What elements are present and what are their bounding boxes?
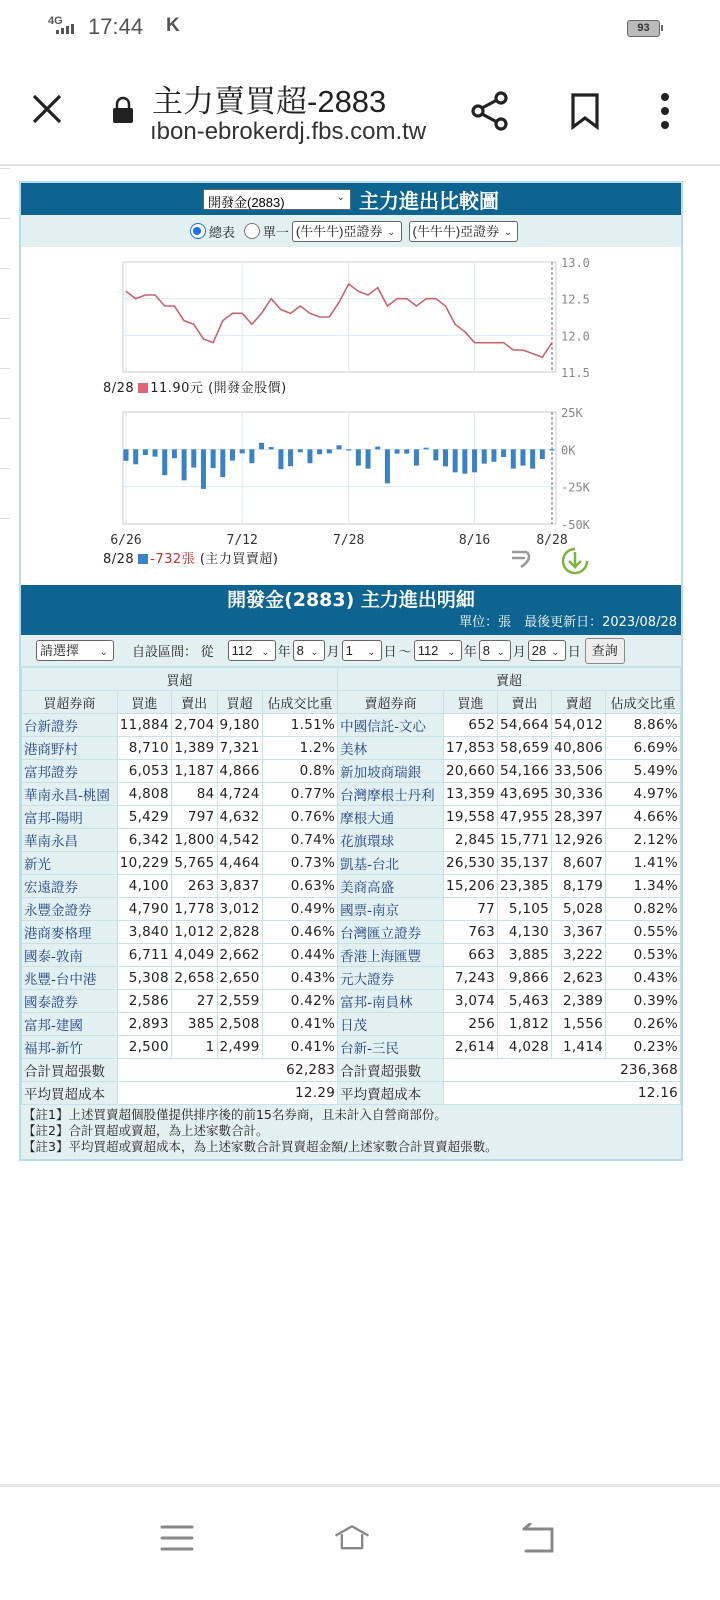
lock-icon[interactable] [112,96,134,124]
price-legend-value: 11.90元 [150,381,204,396]
table-row [22,829,681,852]
from-year-value: 112 [231,643,253,658]
compare-title: 主力進出比較圖 [359,188,499,213]
buy-cell: 1,389 [171,737,217,760]
sell-broker-link[interactable]: 摩根大通 [338,806,444,829]
buy-broker-link[interactable]: 富邦證券 [22,760,118,783]
from-year-select[interactable] [228,640,276,661]
buy-cell: 4,632 [217,806,262,829]
sell-cell: 4,028 [498,1036,552,1059]
sell-broker-link[interactable]: 台新-三民 [338,1036,444,1059]
url-text[interactable]: ıbon-ebrokerdj.fbs.com.tw [150,118,427,145]
sell-cell: 3,885 [498,944,552,967]
buy-cell: 1,012 [171,921,217,944]
page-title: 主力賣買超-2883 [152,84,387,119]
sell-cell: 3,222 [552,944,606,967]
buy-cell: 5,765 [171,852,217,875]
buy-col-header: 佔成交比重 [262,691,337,714]
sell-cell: 1,812 [498,1013,552,1036]
x-tick: 8/28 [536,533,568,548]
recent-apps-icon[interactable] [159,1523,195,1553]
table-row [22,921,681,944]
note-3: 【註3】平均買超或賣超成本，為上述家數合計買賣超金額/上述家數合計買賣超張數。 [23,1139,498,1154]
sell-cell: 0.23% [606,1036,681,1059]
sell-cell: 7,243 [443,967,497,990]
notification-k-icon: K [166,15,180,36]
buy-cell: 2,586 [117,990,171,1013]
price-y-tick: 12.5 [561,292,590,307]
buy-cell: 0.43% [262,967,337,990]
sell-cell: 6.69% [606,737,681,760]
sell-cell: 0.53% [606,944,681,967]
buy-col-header: 買進 [117,691,171,714]
sell-cell: 35,137 [498,852,552,875]
sell-cell: 0.43% [606,967,681,990]
network-type: 4G [48,15,63,27]
buy-cell: 0.77% [262,783,337,806]
sell-cell: 0.55% [606,921,681,944]
day-unit: 日 [567,644,581,659]
buy-broker-link[interactable]: 福邦-新竹 [22,1036,118,1059]
sell-broker-link[interactable]: 元大證券 [338,967,444,990]
broker-select-2[interactable] [409,221,519,242]
unit-updated: 單位：張 最後更新日：2023/08/28 [459,615,677,630]
x-tick: 7/28 [333,533,365,548]
note-2: 【註2】合計買超或賣超，為上述家數合計。 [23,1123,269,1138]
sell-cell: 3,074 [443,990,497,1013]
sell-cell: 4.97% [606,783,681,806]
sell-cell: 3,367 [552,921,606,944]
buy-cell: 1.2% [262,737,337,760]
x-tick: 8/16 [458,533,491,548]
buy-cell: 6,711 [117,944,171,967]
buy-broker-link[interactable]: 華南永昌 [22,829,118,852]
buy-cell: 0.8% [262,760,337,783]
sell-cell: 33,506 [552,760,606,783]
detail-title: 開發金(2883) 主力進出明細 [227,589,475,611]
table-row [22,990,681,1013]
buy-cell: 3,837 [217,875,262,898]
sell-cell: 5.49% [606,760,681,783]
buy-cell: 2,662 [217,944,262,967]
table-row [22,1013,681,1036]
month-unit: 月 [512,644,526,659]
chevron-down-icon: ⌄ [496,647,505,658]
sell-broker-link[interactable]: 花旗環球 [338,829,444,852]
buy-cell: 1 [171,1036,217,1059]
sell-cell: 28,397 [552,806,606,829]
back-icon[interactable] [520,1523,556,1553]
buy-cell: 1.51% [262,714,337,737]
sell-cell: 1.34% [606,875,681,898]
buy-cell: 4,542 [217,829,262,852]
sell-cell: 54,664 [498,714,552,737]
broker-select-2-value: (牛牛牛)亞證券 [412,223,500,239]
x-tick: 6/26 [110,533,142,548]
preset-select-value: 請選擇 [40,643,80,658]
chevron-down-icon: ⌄ [551,647,560,658]
table-row [22,944,681,967]
sell-cell: 12,926 [552,829,606,852]
price-legend [103,377,287,396]
sell-broker-link[interactable]: 國票-南京 [338,898,444,921]
buy-cell: 4,790 [117,898,171,921]
buy-total-label: 合計買超張數 [22,1059,118,1082]
volume-legend-label: (主力買賣超) [199,552,279,567]
buy-cell: 10,229 [117,852,171,875]
buy-broker-link[interactable]: 兆豐-台中港 [22,967,118,990]
sell-cell: 8.86% [606,714,681,737]
buy-col-header: 買超券商 [22,691,118,714]
broker-select-1-value: (牛牛牛)亞證券 [295,223,383,239]
sell-cell: 47,955 [498,806,552,829]
sell-cell: 0.26% [606,1013,681,1036]
buy-cost-label: 平均買超成本 [22,1082,118,1105]
buy-cell: 2,500 [117,1036,171,1059]
from-month-value: 8 [296,643,304,658]
sell-cell: 2,845 [443,829,497,852]
price-y-tick: 12.0 [561,329,590,344]
sell-cell: 43,695 [498,783,552,806]
sell-broker-link[interactable]: 香港上海匯豐 [338,944,444,967]
buy-cell: 4,724 [217,783,262,806]
table-row [22,898,681,921]
sell-col-header: 賣出 [498,691,552,714]
buy-col-header: 賣出 [171,691,217,714]
sell-cell: 13,359 [443,783,497,806]
month-unit: 月 [326,644,340,659]
sell-cell: 4,130 [498,921,552,944]
buy-cell: 9,180 [217,714,262,737]
table-row [22,806,681,829]
buy-cell: 4,049 [171,944,217,967]
sell-cell: 8,607 [552,852,606,875]
radio-single-label: 單一 [262,224,289,240]
buy-cell: 7,321 [217,737,262,760]
buy-cell: 0.73% [262,852,337,875]
buy-col-header: 買超 [217,691,262,714]
page-content [19,181,683,1161]
buy-broker-link[interactable]: 富邦-陽明 [22,806,118,829]
left-edge-decoration [0,168,10,568]
buy-cell: 6,342 [117,829,171,852]
year-unit: 年 [463,644,477,659]
buy-cell: 4,808 [117,783,171,806]
sell-broker-link[interactable]: 中國信託-文心 [338,714,444,737]
status-bar [0,0,720,56]
broker-table [21,667,681,1105]
to-year-select[interactable] [414,640,462,661]
sell-cell: 5,105 [498,898,552,921]
date-filter [21,635,681,667]
buy-total-value: 62,283 [117,1059,337,1082]
chevron-down-icon: ⌄ [336,191,345,203]
range-label: 自設區間： 從 [132,644,214,659]
notes [21,1105,681,1159]
sell-cell: 54,012 [552,714,606,737]
buy-cell: 5,429 [117,806,171,829]
chevron-down-icon: ⌄ [447,647,456,658]
buy-cell: 11,884 [117,714,171,737]
chevron-down-icon: ⌄ [503,226,513,238]
buy-cell: 0.41% [262,1013,337,1036]
buy-cell: 2,508 [217,1013,262,1036]
from-month-select[interactable] [293,640,325,661]
to-year-value: 112 [417,643,439,658]
browser-toolbar [0,56,720,166]
table-row [22,852,681,875]
signal-icon [56,24,74,34]
table-row [22,875,681,898]
close-icon[interactable] [30,92,64,126]
sell-cell: 763 [443,921,497,944]
to-month-value: 8 [482,643,490,658]
sell-cell: 4.66% [606,806,681,829]
sell-broker-link[interactable]: 台灣匯立證券 [338,921,444,944]
from-day-select[interactable] [342,640,382,661]
sell-cell: 2,623 [552,967,606,990]
query-button[interactable]: 查詢 [585,638,625,664]
sell-broker-link[interactable]: 美林 [338,737,444,760]
sell-cell: 0.39% [606,990,681,1013]
buy-cell: 0.76% [262,806,337,829]
sell-broker-link[interactable]: 新加坡商瑞銀 [338,760,444,783]
download-icon[interactable] [561,547,589,575]
sell-cell: 54,166 [498,760,552,783]
volume-y-tick: -50K [561,518,590,532]
buy-broker-link[interactable]: 港商野村 [22,737,118,760]
buy-cell: 0.74% [262,829,337,852]
price-legend-date: 8/28 [103,381,135,396]
sell-broker-link[interactable]: 富邦-南員林 [338,990,444,1013]
volume-legend-value: -732張 [150,552,196,567]
day-unit: 日 [383,644,397,659]
home-icon[interactable] [334,1523,370,1553]
more-icon[interactable] [660,92,670,130]
sell-total-label: 合計賣超張數 [338,1059,444,1082]
sell-col-header: 賣超 [552,691,606,714]
buy-cell: 27 [171,990,217,1013]
buy-cell: 4,100 [117,875,171,898]
sell-cell: 1,414 [552,1036,606,1059]
sell-cell: 5,463 [498,990,552,1013]
buy-cell: 385 [171,1013,217,1036]
volume-y-tick: -25K [561,480,590,495]
buy-group-header: 買超 [22,668,338,691]
battery-icon: 93 [627,20,660,37]
buy-cell: 0.42% [262,990,337,1013]
table-row [22,1036,681,1059]
buy-cell: 3,840 [117,921,171,944]
buy-cell: 0.46% [262,921,337,944]
sell-broker-link[interactable]: 台灣摩根士丹利 [338,783,444,806]
sell-cell: 15,771 [498,829,552,852]
price-y-tick: 11.5 [561,366,590,380]
to-day-select[interactable] [528,640,566,661]
radio-single[interactable] [244,223,260,239]
sell-cell: 663 [443,944,497,967]
buy-cost-value: 12.29 [117,1082,337,1105]
sell-cell: 26,530 [443,852,497,875]
sell-col-header: 賣超券商 [338,691,444,714]
radio-total[interactable] [190,223,206,239]
sell-cell: 8,179 [552,875,606,898]
buy-broker-link[interactable]: 永豐金證券 [22,898,118,921]
sell-cell: 20,660 [443,760,497,783]
share-icon[interactable] [470,90,510,132]
buy-cell: 2,704 [171,714,217,737]
buy-cell: 4,866 [217,760,262,783]
buy-cell: 0.49% [262,898,337,921]
buy-cell: 2,499 [217,1036,262,1059]
sell-cell: 40,806 [552,737,606,760]
buy-cell: 2,893 [117,1013,171,1036]
sell-cell: 19,558 [443,806,497,829]
buy-cell: 4,464 [217,852,262,875]
volume-y-tick: 25K [561,406,583,420]
buy-cell: 5,308 [117,967,171,990]
sell-cell: 1,556 [552,1013,606,1036]
chevron-down-icon: ⌄ [387,226,396,238]
range-tilde: ～ [398,644,412,659]
sell-cell: 2.12% [606,829,681,852]
sell-group-header: 賣超 [338,668,681,691]
clock: 17:44 [88,14,144,39]
to-month-select[interactable] [479,640,511,661]
year-unit: 年 [277,644,291,659]
buy-broker-link[interactable]: 國泰-敦南 [22,944,118,967]
buy-cell: 84 [171,783,217,806]
sell-cell: 9,866 [498,967,552,990]
buy-cell: 0.63% [262,875,337,898]
chevron-down-icon: ⌄ [261,647,270,658]
buy-cell: 1,778 [171,898,217,921]
chevron-down-icon: ⌄ [310,647,319,658]
volume-legend-swatch [138,554,148,564]
broker-select-1[interactable] [292,221,402,242]
sell-total-value: 236,368 [443,1059,680,1082]
price-legend-label: (開發金股價) [208,381,287,396]
sell-cell: 77 [443,898,497,921]
sell-col-header: 佔成交比重 [606,691,681,714]
buy-broker-link[interactable]: 華南永昌-桃園 [22,783,118,806]
table-row [22,967,681,990]
chart-tool-icon[interactable] [509,547,535,569]
buy-cell: 3,012 [217,898,262,921]
x-tick: 7/12 [226,533,258,548]
table-row [22,783,681,806]
buy-broker-link[interactable]: 國泰證券 [22,990,118,1013]
sell-cell: 17,853 [443,737,497,760]
sell-broker-link[interactable]: 日茂 [338,1013,444,1036]
charts-area [21,247,681,585]
chevron-down-icon: ⌄ [367,647,376,658]
table-row [22,760,681,783]
sell-cost-value: 12.16 [443,1082,680,1105]
buy-cell: 8,710 [117,737,171,760]
sell-cell: 5,028 [552,898,606,921]
buy-cell: 0.44% [262,944,337,967]
table-row [22,714,681,737]
buy-cell: 797 [171,806,217,829]
buy-broker-link[interactable]: 富邦-建國 [22,1013,118,1036]
buy-broker-link[interactable]: 新光 [22,852,118,875]
compare-header [21,183,681,215]
price-y-tick: 13.0 [561,256,590,270]
price-legend-swatch [138,383,148,393]
buy-cell: 2,650 [217,967,262,990]
chevron-down-icon: ⌄ [99,647,108,658]
buy-cell: 2,559 [217,990,262,1013]
volume-y-tick: 0K [561,443,576,458]
sell-broker-link[interactable]: 美商高盛 [338,875,444,898]
sell-broker-link[interactable]: 凱基-台北 [338,852,444,875]
volume-legend-date: 8/28 [103,552,135,567]
sell-cell: 58,659 [498,737,552,760]
from-day-value: 1 [345,643,353,658]
sell-cell: 2,389 [552,990,606,1013]
comparison-chart[interactable] [21,247,681,585]
radio-total-label: 總表 [208,224,235,240]
compare-options [21,215,681,247]
sell-cell: 1.41% [606,852,681,875]
system-nav-bar [0,1484,720,1600]
buy-cell: 1,800 [171,829,217,852]
note-1: 【註1】上述買賣超個股僅提供排序後的前15名券商，且未計入自營商部份。 [23,1107,447,1122]
sell-cell: 652 [443,714,497,737]
detail-header [21,585,681,635]
buy-broker-link[interactable]: 宏遠證券 [22,875,118,898]
sell-cost-label: 平均賣超成本 [338,1082,444,1105]
buy-broker-link[interactable]: 台新證券 [22,714,118,737]
table-row [22,737,681,760]
buy-broker-link[interactable]: 港商麥格理 [22,921,118,944]
buy-cell: 2,658 [171,967,217,990]
buy-cell: 2,828 [217,921,262,944]
sell-cell: 0.82% [606,898,681,921]
sell-cell: 23,385 [498,875,552,898]
stock-select[interactable] [203,189,351,210]
to-day-value: 28 [531,643,547,658]
buy-cell: 263 [171,875,217,898]
preset-select[interactable] [36,640,114,661]
sell-col-header: 買進 [443,691,497,714]
sell-cell: 15,206 [443,875,497,898]
sell-cell: 2,614 [443,1036,497,1059]
stock-select-value: 開發金(2883) [208,194,285,210]
buy-cell: 6,053 [117,760,171,783]
volume-legend [103,548,279,567]
buy-cell: 1,187 [171,760,217,783]
bookmark-icon[interactable] [570,92,600,130]
sell-cell: 256 [443,1013,497,1036]
buy-cell: 0.41% [262,1036,337,1059]
sell-cell: 30,336 [552,783,606,806]
